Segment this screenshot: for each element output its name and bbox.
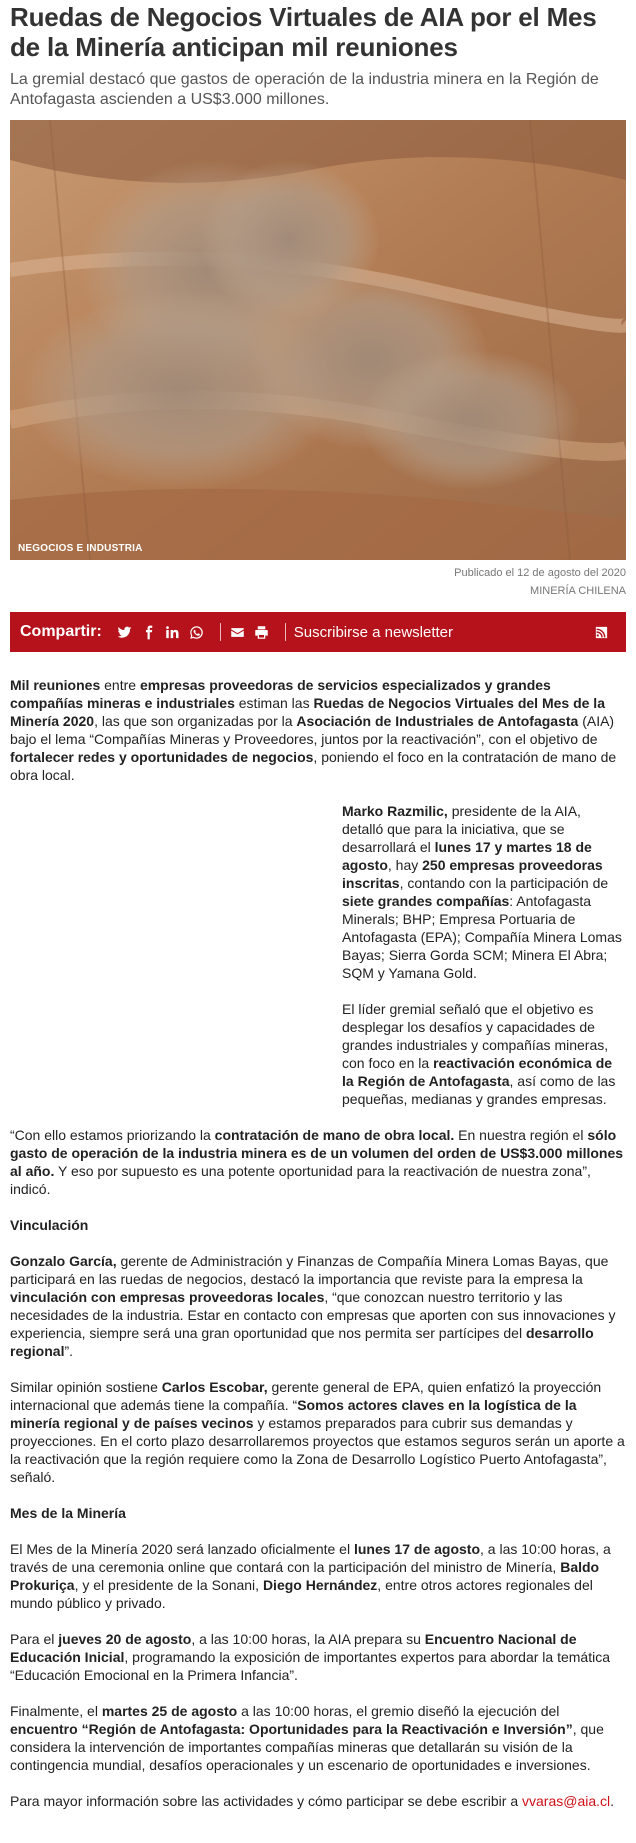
newsletter-link[interactable]: Suscribirse a newsletter [293, 623, 454, 641]
linkedin-icon[interactable] [164, 623, 182, 641]
paragraph: Para el jueves 20 de agosto, a las 10:00 horas, la AIA prepara su Encuentro Nacional de Educación Inicial, programando la exposición de importantes expertos para abordar la temática “Educación Emocional en la Primera Infancia”. [10, 1631, 610, 1683]
paragraph: “Con ello estamos priorizando la contratación de mano de obra local. En nuestra región el sólo gasto de operación de la industria minera es de un volumen del orden de US$3.000 millones al año. Y eso por supuesto es una potente oportunidad para la reactivación de nuestra zona”, indicó. [10, 1127, 624, 1197]
paragraph: Marko Razmilic, presidente de la AIA, detalló que para la iniciativa, que se desarrollará el lunes 17 y martes 18 de agosto, hay 250 empresas proveedoras inscritas, contando con la participación de siete grandes compañías: Antofagasta Minerals; BHP; Empresa Portuaria de Antofagasta (EPA); Compañía Minera Lomas Bayas; Sierra Gorda SCM; Minera El Abra; SQM y Yamana Gold. [342, 803, 622, 981]
share-label: Compartir: [20, 623, 102, 640]
article-meta [10, 564, 626, 600]
paragraph: El Mes de la Minería 2020 será lanzado oficialmente el lunes 17 de agosto, a las 10:00 horas, a través de una ceremonia online que contará con la participación del ministro de Minería, Baldo Prokuriça, y el presidente de la Sonani, Diego Hernández, entre otros actores regionales del mundo público y privado. [10, 1541, 611, 1611]
paragraph: Para mayor información sobre las actividades y cómo participar se debe escribir a vvaras@aia.cl. [10, 1793, 615, 1809]
print-icon[interactable] [253, 623, 271, 641]
hero-photo [10, 120, 626, 560]
email-link[interactable]: vvaras@aia.cl [522, 1793, 611, 1809]
rss-icon[interactable] [592, 623, 610, 641]
aside-column [342, 802, 626, 1108]
share-bar [10, 612, 626, 652]
source-label: MINERÍA CHILENA [530, 585, 626, 597]
paragraph: El líder gremial señaló que el objetivo es desplegar los desafíos y capacidades de grandes industriales y compañías mineras, con foco en la reactivación económica de la Región de Antofagasta, así como de las pequeñas, medianas y grandes empresas. [342, 1001, 616, 1107]
mail-icon[interactable] [229, 623, 247, 641]
twitter-icon[interactable] [116, 623, 134, 641]
hero-image [10, 120, 626, 560]
facebook-icon[interactable] [140, 623, 158, 641]
subheadline: La gremial destacó que gastos de operación de la industria minera en la Región de Antofagasta ascienden a US$3.000 millones. [10, 71, 599, 108]
whatsapp-icon[interactable] [188, 623, 206, 641]
headline: Ruedas de Negocios Virtuales de AIA por el Mes de la Minería anticipan mil reuniones [10, 2, 597, 62]
share-divider [285, 623, 286, 641]
section-heading: Vinculación [10, 1217, 89, 1233]
paragraph: Mil reuniones entre empresas proveedoras de servicios especializados y grandes compañías mineras e industriales estiman las Ruedas de Negocios Virtuales del Mes de la Minería 2020, las que son organizadas por la Asociación de Industriales de Antofagasta (AIA) bajo el lema “Compañías Mineras y Proveedores, juntos por la reactivación”, con el objetivo de fortalecer redes y oportunidades de negocios, poniendo el foco en la contratación de mano de obra local. [10, 677, 617, 783]
published-date: Publicado el 12 de agosto del 2020 [454, 567, 626, 579]
paragraph: Similar opinión sostiene Carlos Escobar, gerente general de EPA, quien enfatizó la proyección internacional que además tiene la compañía. “Somos actores claves en la logística de la minería regional y de países vecinos y estamos preparados para cubrir sus demandas y proyecciones. En el corto plazo desarrollaremos proyectos que estamos seguros serán un aporte a la reactivación que la región requiere como la Zona de Desarrollo Logístico Puerto Antofagasta”, señaló. [10, 1379, 625, 1485]
section-heading: Mes de la Minería [10, 1505, 126, 1521]
paragraph: Gonzalo García, gerente de Administración y Finanzas de Compañía Minera Lomas Bayas, que participará en las ruedas de negocios, destacó la importancia que reviste para la empresa la vinculación con empresas proveedoras locales, “que conozcan nuestro territorio y las necesidades de la industria. Estar en contacto con empresas que aporten con sus innovaciones y experiencia, siempre será una gran oportunidad que nos permita ser partícipes del desarrollo regional”. [10, 1253, 616, 1359]
share-divider [220, 623, 221, 641]
article-body [10, 676, 626, 1810]
paragraph: Finalmente, el martes 25 de agosto a las 10:00 horas, el gremio diseñó la ejecución del encuentro “Región de Antofagasta: Oportunidades para la Reactivación e Inversión”, que considera la intervención de importantes compañías mineras que detallarán su visión de la contingencia mundial, desafíos operacionales y un escenario de oportunidades e inversiones. [10, 1703, 604, 1773]
category-tag[interactable]: NEGOCIOS E INDUSTRIA [18, 543, 143, 554]
